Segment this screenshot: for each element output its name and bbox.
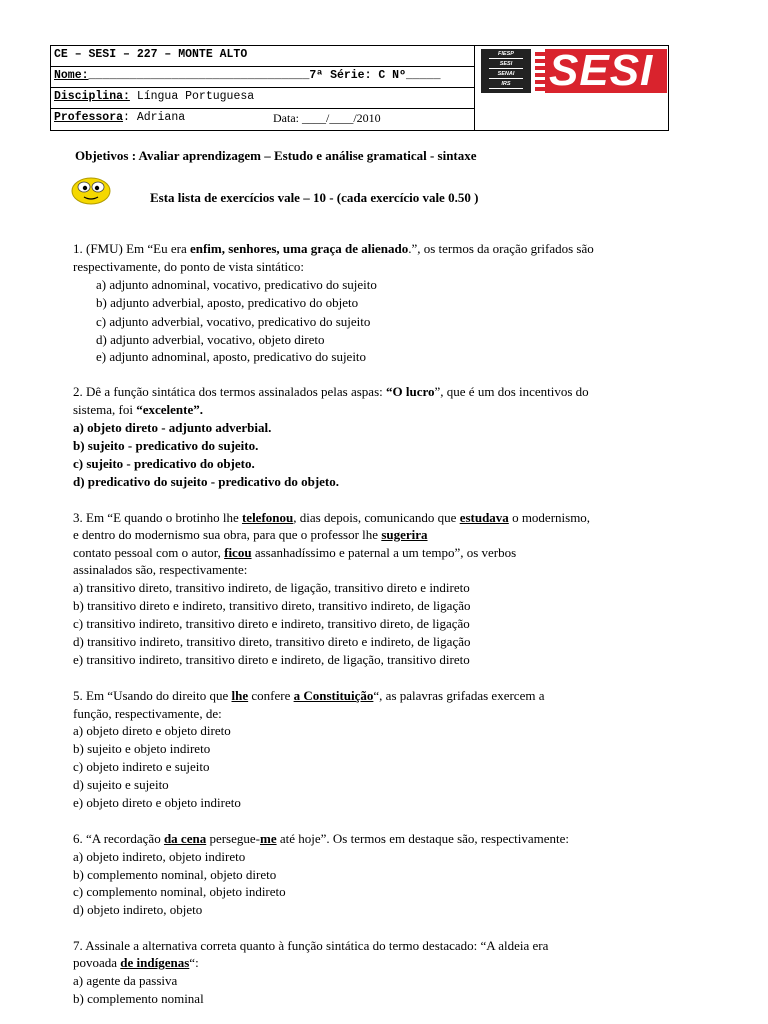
q3-option-c[interactable]: c) transitivo indireto, transitivo direto e indireto, transitivo direto, de ligação xyxy=(73,616,470,631)
q7-line2: povoada de indígenas“: xyxy=(73,955,199,970)
q3-option-b[interactable]: b) transitivo direto e indireto, transitivo direto, transitivo indireto, de ligação xyxy=(73,598,471,613)
q2-option-b[interactable]: b) sujeito - predicativo do sujeito. xyxy=(73,438,259,453)
serie-label[interactable]: 7ª Série: C Nº_____ xyxy=(309,69,441,82)
logo-line: SESI xyxy=(489,60,523,69)
disciplina-label: Disciplina: xyxy=(54,90,130,103)
professora-value: : Adriana xyxy=(123,111,186,124)
q1-option-b[interactable]: b) adjunto adverbial, aposto, predicativo do objeto xyxy=(96,295,359,310)
q5-option-a[interactable]: a) objeto direto e objeto direto xyxy=(73,723,231,738)
q1-option-d[interactable]: d) adjunto adverbial, vocativo, objeto direto xyxy=(96,332,325,347)
q2-line1: 2. Dê a função sintática dos termos assinalados pelas aspas: “O lucro”, que é um dos incentivos do xyxy=(73,384,589,399)
sesi-logo xyxy=(481,46,667,95)
q3-line4: assinalados são, respectivamente: xyxy=(73,562,248,577)
date-field[interactable]: Data: ____/____/2010 xyxy=(273,111,381,125)
q1-option-e[interactable]: e) adjunto adnominal, aposto, predicativo do sujeito xyxy=(96,349,367,364)
q2-line2: sistema, foi “excelente”. xyxy=(73,402,203,417)
q7-option-a[interactable]: a) agente da passiva xyxy=(73,973,178,988)
q1-line1: 1. (FMU) Em “Eu era enfim, senhores, uma graça de alienado.”, os termos da oração grifados são xyxy=(73,241,594,256)
q3-option-d[interactable]: d) transitivo indireto, transitivo direto, transitivo direto e indireto, de ligação xyxy=(73,634,471,649)
q6-option-b[interactable]: b) complemento nominal, objeto direto xyxy=(73,867,277,882)
header-box xyxy=(50,45,669,131)
q2-option-a[interactable]: a) objeto direto - adjunto adverbial. xyxy=(73,420,272,435)
q5-line1: 5. Em “Usando do direito que lhe confere a Constituição“, as palavras grifadas exercem a xyxy=(73,688,545,703)
disciplina-value: Língua Portuguesa xyxy=(129,90,255,103)
header-info xyxy=(51,46,475,130)
q5-option-b[interactable]: b) sujeito e objeto indireto xyxy=(73,741,211,756)
nome-label: Nome: xyxy=(54,69,89,82)
q3-line3: contato pessoal com o autor, ficou assanhadíssimo e paternal a um tempo”, os verbos xyxy=(73,545,517,560)
q7-option-b[interactable]: b) complemento nominal xyxy=(73,991,204,1006)
q6-line1: 6. “A recordação da cena persegue-me até hoje”. Os termos em destaque são, respectivamente: xyxy=(73,831,569,846)
q3-line1: 3. Em “E quando o brotinho lhe telefonou, dias depois, comunicando que estudava o modernismo, xyxy=(73,510,591,525)
q1-option-c[interactable]: c) adjunto adverbial, vocativo, predicativo do sujeito xyxy=(96,314,371,329)
q5-option-d[interactable]: d) sujeito e sujeito xyxy=(73,777,169,792)
logo-stripes xyxy=(535,49,545,93)
q5-line2: função, respectivamente, de: xyxy=(73,706,222,721)
q1-option-a[interactable]: a) adjunto adnominal, vocativo, predicativo do sujeito xyxy=(96,277,377,292)
q3-option-e[interactable]: e) transitivo indireto, transitivo direto e indireto, de ligação, transitivo direto xyxy=(73,652,470,667)
lista-valor: Esta lista de exercícios vale – 10 - (cada exercício vale 0.50 ) xyxy=(150,190,479,205)
q3-line2: e dentro do modernismo sua obra, para que o professor lhe sugerira xyxy=(73,527,428,542)
q5-option-e[interactable]: e) objeto direto e objeto indireto xyxy=(73,795,241,810)
q6-option-d[interactable]: d) objeto indireto, objeto xyxy=(73,902,203,917)
q2-option-d[interactable]: d) predicativo do sujeito - predicativo do objeto. xyxy=(73,474,340,489)
logo-line: FIESP xyxy=(489,50,523,59)
school-name: CE – SESI – 227 – MONTE ALTO xyxy=(54,48,248,61)
q6-option-a[interactable]: a) objeto indireto, objeto indireto xyxy=(73,849,246,864)
q5-option-c[interactable]: c) objeto indireto e sujeito xyxy=(73,759,210,774)
disciplina-row xyxy=(51,88,474,109)
nome-blank[interactable]: ________________________________ xyxy=(88,69,310,82)
logo-line: SENAI xyxy=(489,70,523,79)
logo-text: SESI xyxy=(549,46,654,95)
q6-option-c[interactable]: c) complemento nominal, objeto indireto xyxy=(73,884,286,899)
logo-sesi xyxy=(535,46,667,95)
smiley-icon xyxy=(71,177,111,205)
objetivos: Objetivos : Avaliar aprendizagem – Estudo e análise gramatical - sintaxe xyxy=(75,148,477,163)
logo-line: IRS xyxy=(489,80,523,89)
logo-institutions xyxy=(481,49,531,93)
q3-option-a[interactable]: a) transitivo direto, transitivo indireto, de ligação, transitivo direto e indireto xyxy=(73,580,470,595)
name-row xyxy=(51,67,474,88)
professora-row xyxy=(51,109,474,130)
q1-bold: enfim, senhores, uma graça de alienado xyxy=(189,241,409,256)
q1-line2: respectivamente, do ponto de vista sintático: xyxy=(73,259,305,274)
school-row xyxy=(51,46,474,67)
professora-label: Professora xyxy=(54,111,124,124)
q7-line1: 7. Assinale a alternativa correta quanto à função sintática do termo destacado: “A aldeia era xyxy=(73,938,549,953)
q2-option-c[interactable]: c) sujeito - predicativo do objeto. xyxy=(73,456,255,471)
